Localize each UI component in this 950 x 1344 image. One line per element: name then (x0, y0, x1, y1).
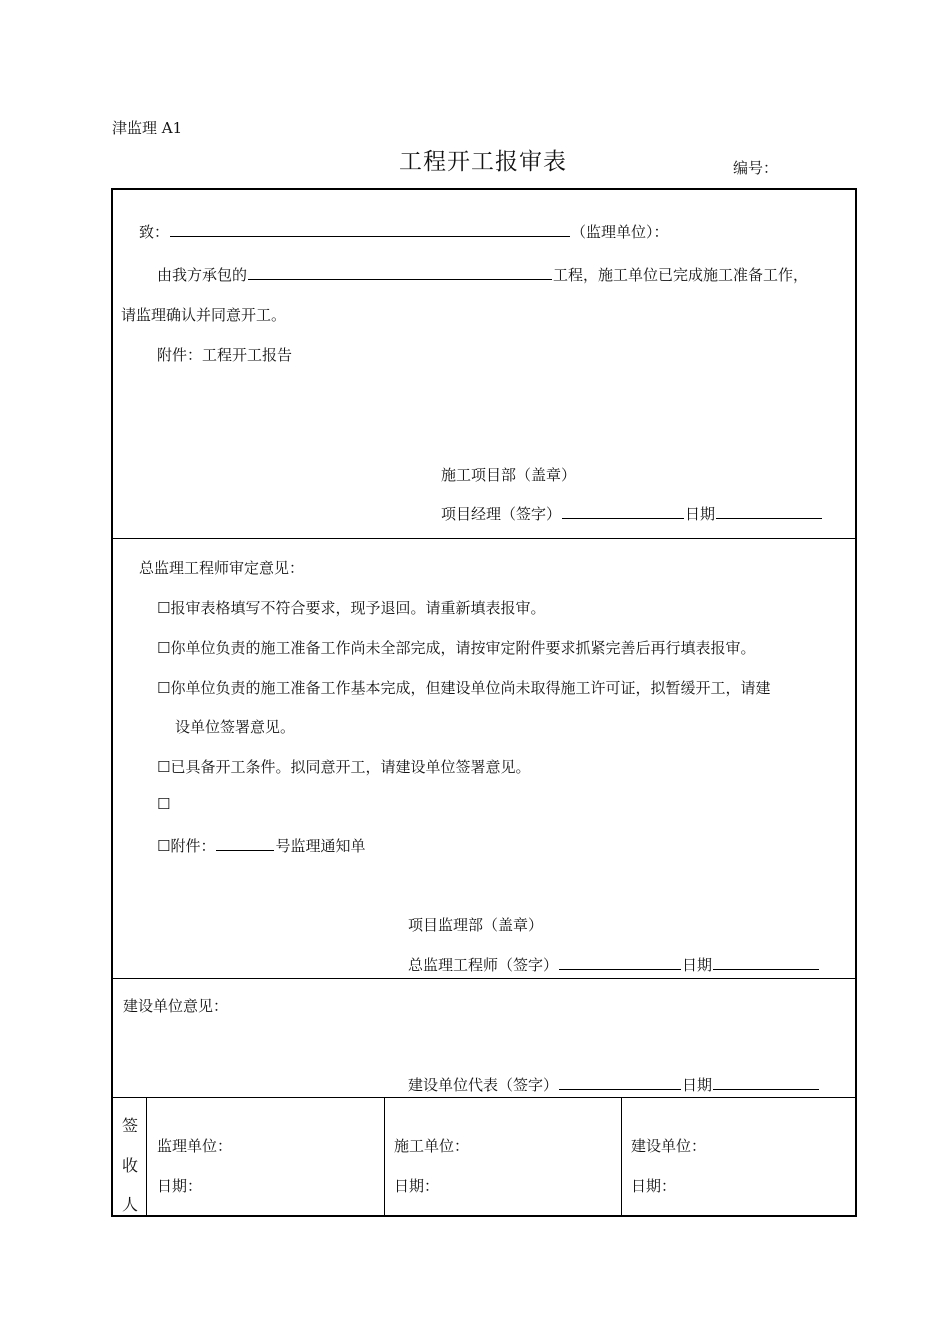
option-return: ☐报审表格填写不符合要求，现予退回。请重新填表报审。 (157, 599, 546, 617)
to-label: 致： (139, 223, 170, 241)
checkbox[interactable]: ☐ (157, 639, 171, 657)
contract-suffix: 工程，施工单位已完成施工准备工作， (553, 266, 809, 284)
form-number-label: 编号： (733, 159, 779, 177)
date-label: 日期 (682, 956, 713, 974)
signer-char: 人 (121, 1195, 138, 1214)
engineer-sign-line (408, 954, 820, 975)
date-label: 日期 (682, 1076, 713, 1094)
receiver-supervisor-date: 日期： (157, 1177, 203, 1195)
form-table (111, 188, 857, 1217)
receiver-construction-unit: 施工单位： (394, 1137, 470, 1155)
option-attachment: ☐附件： 号监理通知单 (157, 837, 366, 855)
receiver-owner-unit: 建设单位： (631, 1137, 707, 1155)
divider (113, 1097, 855, 1098)
form-code: 津监理 A1 (112, 119, 183, 137)
owner-rep-label: 建设单位代表（签字） (408, 1076, 559, 1094)
page-title: 工程开工报审表 (399, 149, 567, 175)
divider (384, 1097, 385, 1217)
manager-label: 项目经理（签字） (441, 505, 562, 523)
date-label: 日期 (685, 505, 716, 523)
supervisor-unit-field[interactable] (170, 221, 570, 237)
manager-sign-line (441, 503, 823, 524)
option-incomplete: ☐你单位负责的施工准备工作尚未全部完成，请按审定附件要求抓紧完善后再行填表报审。 (157, 639, 756, 657)
owner-sign-line (408, 1074, 820, 1095)
option-postpone: ☐你单位负责的施工准备工作基本完成，但建设单位尚未取得施工许可证，拟暂缓开工，请建 (157, 679, 771, 697)
notice-number-field[interactable] (216, 835, 274, 851)
option-postpone-cont: 设单位签署意见。 (175, 718, 296, 736)
chief-opinion-heading: 总监理工程师审定意见： (139, 559, 305, 577)
date-field[interactable] (713, 1074, 819, 1090)
option-blank (157, 795, 170, 813)
manager-signature-field[interactable] (562, 503, 684, 519)
engineer-label: 总监理工程师（签字） (408, 956, 559, 974)
divider (113, 538, 855, 539)
receiver-supervisor-unit: 监理单位： (157, 1137, 233, 1155)
signer-char: 收 (121, 1156, 138, 1175)
confirm-line: 请监理确认并同意开工。 (121, 306, 287, 324)
receiver-construction-date: 日期： (394, 1177, 440, 1195)
engineer-signature-field[interactable] (559, 954, 681, 970)
option-approve: ☐已具备开工条件。拟同意开工，请建设单位签署意见。 (157, 758, 531, 776)
contract-prefix: 由我方承包的 (157, 266, 248, 284)
project-name-field[interactable] (248, 264, 552, 280)
divider (113, 978, 855, 979)
checkbox[interactable]: ☐ (157, 837, 171, 855)
owner-opinion-heading: 建设单位意见： (123, 997, 229, 1015)
to-line (139, 221, 669, 242)
checkbox[interactable]: ☐ (157, 758, 171, 776)
checkbox[interactable]: ☐ (157, 795, 171, 813)
checkbox[interactable]: ☐ (157, 599, 171, 617)
divider (621, 1097, 622, 1217)
to-suffix: （监理单位）： (571, 223, 669, 241)
date-field[interactable] (716, 503, 822, 519)
receiver-owner-date: 日期： (631, 1177, 677, 1195)
checkbox[interactable]: ☐ (157, 679, 171, 697)
attachment-line: 附件：工程开工报告 (157, 346, 293, 364)
date-field[interactable] (713, 954, 819, 970)
owner-signature-field[interactable] (559, 1074, 681, 1090)
construction-dept-stamp: 施工项目部（盖章） (441, 466, 577, 484)
contract-line (157, 264, 808, 285)
supervision-dept-stamp: 项目监理部（盖章） (408, 916, 544, 934)
signer-char: 签 (121, 1116, 138, 1135)
